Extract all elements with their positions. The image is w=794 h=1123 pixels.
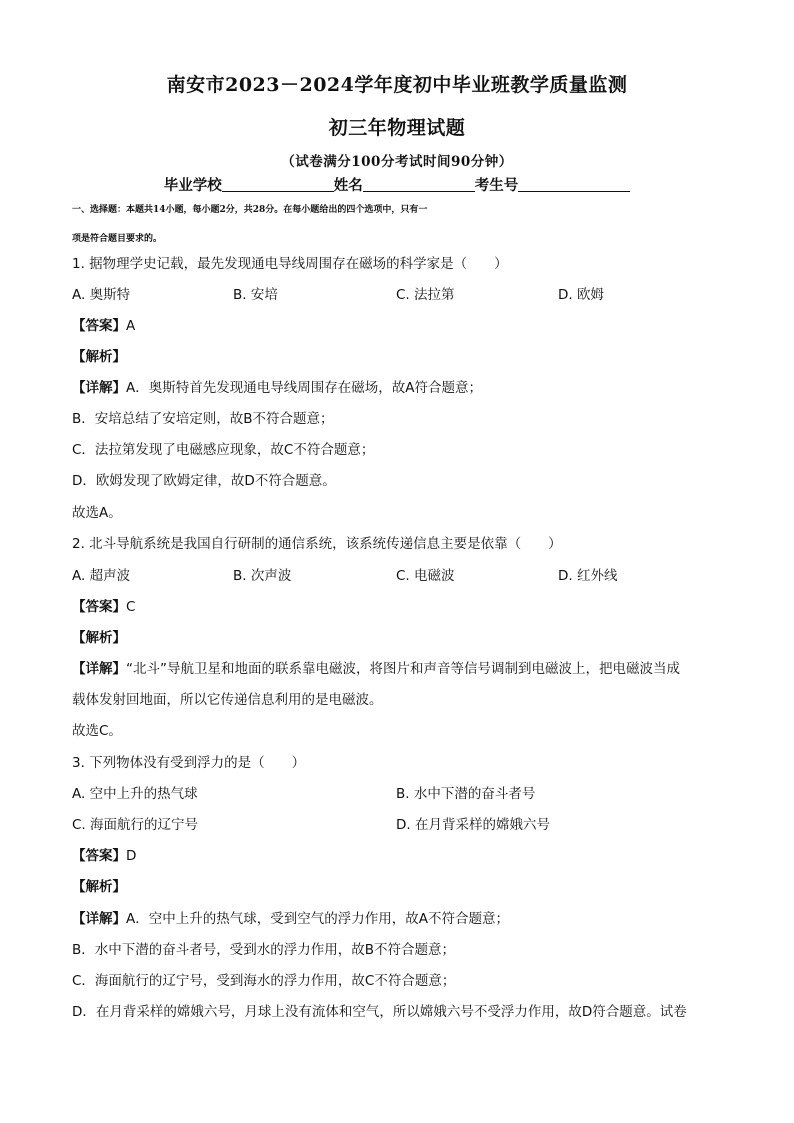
option-d: D. 欧姆 — [558, 287, 604, 303]
analysis-tag: 【解析】 — [72, 879, 126, 895]
option-c: C. 电磁波 — [396, 568, 455, 584]
option-b: B. 安培 — [233, 287, 278, 303]
question-stem: 1. 据物理学史记载，最先发现通电导线周围存在磁场的科学家是（ ） — [72, 256, 508, 272]
number-blank — [518, 176, 630, 192]
option-b: B. 水中下潜的奋斗者号 — [396, 786, 536, 802]
option-c: C. 法拉第 — [396, 287, 455, 303]
exam-subtitle: （试卷满分100分考试时间90分钟） — [281, 154, 513, 170]
name-label: 姓名 — [333, 177, 363, 194]
exam-subject-title: 初三年物理试题 — [328, 117, 466, 139]
detail-line: B．安培总结了安培定则，故B不符合题意； — [72, 411, 334, 427]
option-a: A. 超声波 — [72, 568, 131, 584]
exam-title: 南安市2023－2024学年度初中毕业班教学质量监测 — [166, 74, 628, 96]
option-d: D. 红外线 — [558, 568, 618, 584]
answer-value: D — [126, 848, 137, 864]
detail-line: 【详解】A．空中上升的热气球，受到空气的浮力作用，故A不符合题意； — [72, 911, 509, 927]
detail-line: D．在月背采样的嫦娥六号，月球上没有流体和空气，所以嫦娥六号不受浮力作用，故D符合题意。试卷 — [72, 1004, 687, 1020]
detail-line: C．法拉第发现了电磁感应现象，故C不符合题意； — [72, 442, 375, 458]
detail-line: B．水中下潜的奋斗者号，受到水的浮力作用，故B不符合题意； — [72, 942, 456, 958]
student-info-line — [0, 174, 794, 195]
answer-line: 【答案】C — [72, 599, 136, 615]
analysis-tag: 【解析】 — [72, 630, 126, 646]
option-a: A. 空中上升的热气球 — [72, 786, 198, 802]
analysis-tag: 【解析】 — [72, 349, 126, 365]
option-a: A. 奥斯特 — [72, 287, 131, 303]
conclusion-line: 故选A。 — [72, 505, 122, 521]
section-heading: 一、选择题：本题共14小题，每小题2分，共28分。在每小题给出的四个选项中，只有一 项是符合题目要求的。 — [72, 205, 428, 244]
name-blank — [363, 176, 475, 192]
number-label: 考生号 — [474, 177, 519, 194]
question-stem: 2. 北斗导航系统是我国自行研制的通信系统，该系统传递信息主要是依靠（ ） — [72, 536, 562, 552]
detail-line: 【详解】A．奥斯特首先发现通电导线周围存在磁场，故A符合题意； — [72, 380, 482, 396]
detail-line: 载体发射回地面，所以它传递信息利用的是电磁波。 — [72, 692, 383, 708]
answer-value: C — [126, 599, 136, 615]
conclusion-line: 故选C。 — [72, 723, 122, 739]
school-blank — [222, 176, 334, 192]
detail-line: D．欧姆发现了欧姆定律，故D不符合题意。 — [72, 473, 336, 489]
option-d: D. 在月背采样的嫦娥六号 — [396, 817, 550, 833]
answer-value: A — [126, 318, 136, 334]
answer-line: 【答案】A — [72, 318, 136, 334]
detail-line: C．海面航行的辽宁号，受到海水的浮力作用，故C不符合题意； — [72, 973, 456, 989]
answer-line: 【答案】D — [72, 848, 137, 864]
question-stem: 3. 下列物体没有受到浮力的是（ ） — [72, 755, 306, 771]
option-b: B. 次声波 — [233, 568, 292, 584]
school-label: 毕业学校 — [163, 177, 222, 194]
detail-line: 【详解】“北斗”导航卫星和地面的联系靠电磁波，将图片和声音等信号调制到电磁波上，把电磁波当成 — [72, 661, 680, 677]
option-c: C. 海面航行的辽宁号 — [72, 817, 199, 833]
